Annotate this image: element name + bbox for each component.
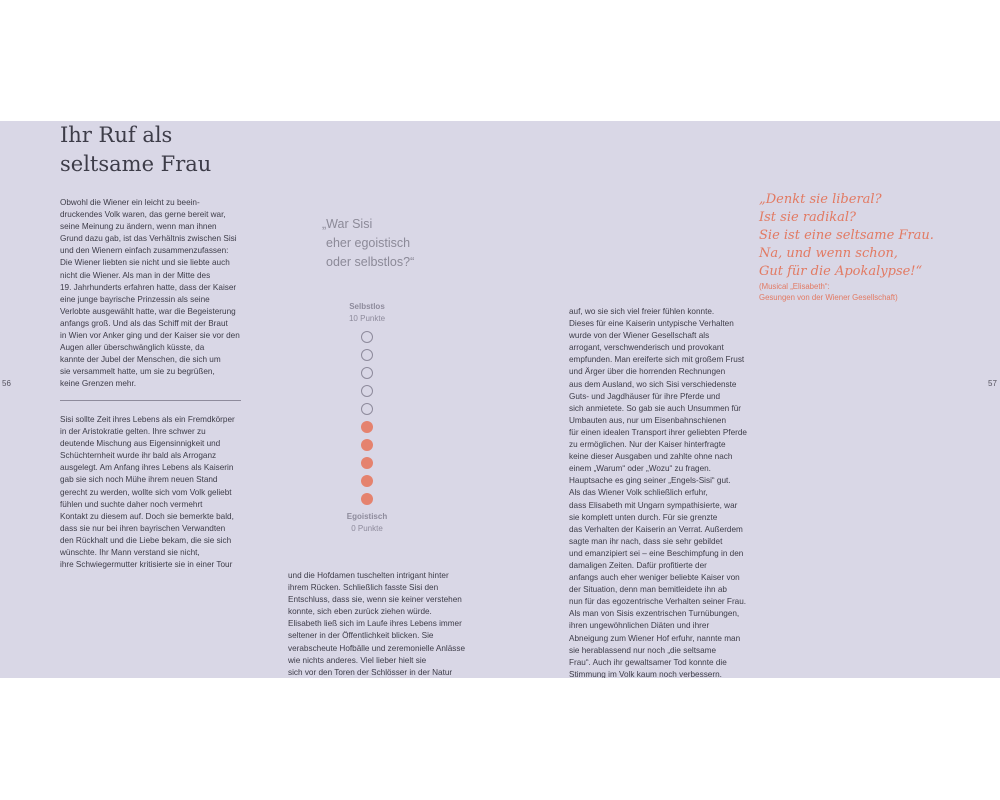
text-line: in Wien vor Anker ging und der Kaiser sie vor den xyxy=(60,331,240,341)
section-divider xyxy=(60,400,241,401)
text-line: dass sie nur bei ihren bayrischen Verwandten xyxy=(60,523,226,533)
text-line: und die Hofdamen tuschelten intrigant hinter xyxy=(288,571,449,580)
text-line: Stimmung im Volk kaum noch verbessern. xyxy=(569,669,722,678)
text-line: nicht die Wiener. Als man in der Mitte des xyxy=(60,270,211,280)
quote-line: „Denkt sie liberal? xyxy=(759,192,882,207)
text-line: ihre Schwiegermutter kritisierte sie in einer Tour xyxy=(60,560,233,570)
text-line: sich vor den Toren der Schlösser in der Natur xyxy=(288,667,453,677)
scale-bottom-label: Egoistisch xyxy=(346,512,388,521)
text-line: keine Grenzen mehr. xyxy=(60,379,137,389)
quote-line: Ist sie radikal? xyxy=(759,210,857,225)
quote-line: Sie ist eine seltsame Frau. xyxy=(759,228,934,243)
question-line-1: „War Sisi xyxy=(322,217,373,231)
text-line: der Situation, denn man bemitleidete ihn ab xyxy=(569,585,727,595)
rating-dot-empty xyxy=(361,403,373,415)
rating-dot-filled xyxy=(361,439,373,451)
text-line: sie versammelt hatte, um sie zu begrüßen, xyxy=(60,367,215,377)
text-line: aus dem Ausland, wo sich Sisi verschiedenste xyxy=(569,379,737,389)
text-line: Als man von Sisis exzentrischen Turnübungen, xyxy=(569,609,740,619)
text-line: fühlen und suchte daher noch vermehrt xyxy=(60,499,203,509)
text-line: und Ärger über die horrenden Rechnungen xyxy=(569,367,726,377)
text-line: gerecht zu werden, wollte sich vom Volk geliebt xyxy=(60,487,232,497)
text-line: Umbauten aus, nur um Eisenbahnschienen xyxy=(569,415,727,425)
text-line: Obwohl die Wiener ein leicht zu beein- xyxy=(60,198,200,207)
text-line: Verlobte ausgewählt hatte, war die Begeisterung xyxy=(60,306,236,316)
book-spread xyxy=(0,121,1000,678)
question-line-2: eher egoistisch xyxy=(326,236,411,250)
text-line: eine junge bayrische Prinzessin als seine xyxy=(60,294,210,304)
text-line: anfangs groß. Und als das Schiff mit der Braut xyxy=(60,318,228,328)
quote-source-line-1: (Musical „Elisabeth“: xyxy=(759,282,830,291)
quote-line: Na, und wenn schon, xyxy=(759,246,898,261)
text-line: einem „Warum“ oder „Wozu“ zu fragen. xyxy=(569,464,711,474)
rating-dot-filled xyxy=(361,493,373,505)
quote-line: Gut für die Apokalypse!“ xyxy=(759,264,923,279)
text-line: sich anmietete. So gab sie auch Unsummen für xyxy=(569,403,742,413)
rating-dot-filled xyxy=(361,457,373,469)
text-line: ihren ungewöhnlichen Diäten und ihrer xyxy=(569,621,710,631)
column-1-paragraph-1 xyxy=(60,197,240,391)
text-line: ausgelegt. Am Anfang ihres Lebens als Kaiserin xyxy=(60,463,234,473)
text-line: konnte, sich eben zurück ziehen würde. xyxy=(288,607,432,617)
text-line: seine Meinung zu ändern, wenn man ihnen xyxy=(60,222,217,232)
text-line: wünschte. Ihr Mann verstand sie nicht, xyxy=(60,548,200,558)
text-line: Die Wiener liebten sie nicht und sie liebte auch xyxy=(60,258,230,268)
text-line: wie nichts anderes. Viel lieber hielt sie xyxy=(288,655,427,665)
column-3-text xyxy=(569,306,747,678)
scale-bottom-points: 0 Punkte xyxy=(351,524,383,533)
text-line: empfunden. Man ereiferte sich mit großem Frust xyxy=(569,355,745,365)
rating-dot-empty xyxy=(361,331,373,343)
text-line: Frau“. Auch ihr gewaltsamer Tod konnte die xyxy=(569,657,727,667)
column-1-paragraph-2 xyxy=(60,414,235,571)
text-line: verabscheute Hofbälle und zeremonielle Anlässe xyxy=(288,643,466,653)
rating-dot-empty xyxy=(361,367,373,379)
text-line: und emanzipiert sei – eine Beschimpfung in den xyxy=(569,548,744,558)
text-line: Hauptsache es ging seiner „Engels-Sisi“ gut. xyxy=(569,476,731,486)
scale-top-points: 10 Punkte xyxy=(348,314,386,323)
text-line: 19. Jahrhunderts erfahren hatte, dass der Kaiser xyxy=(60,282,237,292)
question-line-3: oder selbstlos?“ xyxy=(326,255,415,269)
text-line: sie herablassend nur noch „die seltsame xyxy=(569,645,717,655)
text-line: anfangs auch eher weniger beliebte Kaiser von xyxy=(569,573,740,583)
text-line: arrogant, verschwenderisch und provokant xyxy=(569,343,724,353)
text-line: zu ermöglichen. Nur der Kaiser hinterfragte xyxy=(569,440,726,450)
column-2-text xyxy=(288,570,465,678)
text-line: sagte man ihr nach, dass sie sehr gebildet xyxy=(569,536,723,546)
text-line: Als das Wiener Volk schließlich erfuhr, xyxy=(569,488,708,498)
text-line: ihrem Rücken. Schließlich fasste Sisi den xyxy=(288,583,439,593)
text-line: Kontakt zu diesem auf. Doch sie bemerkte bald, xyxy=(60,511,234,521)
text-line: Guts- und Jagdhäuser für ihre Pferde und xyxy=(569,391,721,401)
text-line: druckendes Volk waren, das gerne bereit war, xyxy=(60,210,226,220)
quote-source xyxy=(759,281,898,303)
text-line: Dieses für eine Kaiserin untypische Verhalten xyxy=(569,319,734,329)
text-line: nun für das egozentrische Verhalten seiner Frau. xyxy=(569,597,747,607)
text-line: Augen aller überschwänglich küsste, da xyxy=(60,343,205,353)
text-line: Grund dazu gab, ist das Verhältnis zwischen Sisi xyxy=(60,234,237,244)
text-line: den Rückhalt und die Liebe bekam, die sie sich xyxy=(60,535,232,545)
text-line: auf, wo sie sich viel freier fühlen konnte. xyxy=(569,307,715,316)
text-line: Abneigung zum Wiener Hof erfuhr, nannte man xyxy=(569,633,741,643)
text-line: für einen idealen Transport ihrer geliebten Pferde xyxy=(569,427,747,437)
rating-dot-empty xyxy=(361,385,373,397)
text-line: in der Aristokratie gelten. Ihre schwer zu xyxy=(60,427,206,437)
rating-dot-filled xyxy=(361,421,373,433)
text-line: Sisi sollte Zeit ihres Lebens als ein Fremdkörper xyxy=(60,415,235,424)
text-line: Entschluss, dass sie, wenn sie keiner verstehen xyxy=(288,595,462,605)
page-title xyxy=(60,121,211,179)
text-line: dass Elisabeth mit Ungarn sympathisierte, war xyxy=(569,500,738,510)
pull-quote xyxy=(759,191,934,281)
page-number-left: 56 xyxy=(2,379,11,388)
text-line: kannte der Jubel der Menschen, die sich um xyxy=(60,355,221,365)
rating-dot-empty xyxy=(361,349,373,361)
text-line: Schüchternheit wurde ihr bald als Arroganz xyxy=(60,451,217,461)
title-line-2: seltsame Frau xyxy=(60,152,212,176)
text-line: Elisabeth ließ sich im Laufe ihres Lebens immer xyxy=(288,619,462,629)
quote-source-line-2: Gesungen von der Wiener Gesellschaft) xyxy=(759,293,898,302)
text-line: das Verhalten der Kaiserin an Verrat. Außerdem xyxy=(569,524,743,534)
text-line: sie komplett unten durch. Für sie grenzte xyxy=(569,512,718,522)
page-number-right: 57 xyxy=(988,379,997,388)
text-line: gab sie sich noch Mühe ihrem neuen Stand xyxy=(60,475,218,485)
text-line: deutende Mischung aus Eigensinnigkeit und xyxy=(60,439,221,449)
text-line: keine dieser Ausgaben und zahlte ohne nach xyxy=(569,452,733,462)
text-line: und den Wienern einfach zusammenzufassen: xyxy=(60,246,229,256)
rating-dot-filled xyxy=(361,475,373,487)
text-line: seltener in der Öffentlichkeit blicken. Sie xyxy=(288,631,434,641)
text-line: damaligen Zeiten. Dafür profitierte der xyxy=(569,560,707,570)
question-text xyxy=(322,215,414,272)
title-line-1: Ihr Ruf als xyxy=(60,123,173,147)
scale-top-label: Selbstlos xyxy=(349,302,385,311)
text-line: wurde von der Wiener Gesellschaft als xyxy=(569,331,710,341)
